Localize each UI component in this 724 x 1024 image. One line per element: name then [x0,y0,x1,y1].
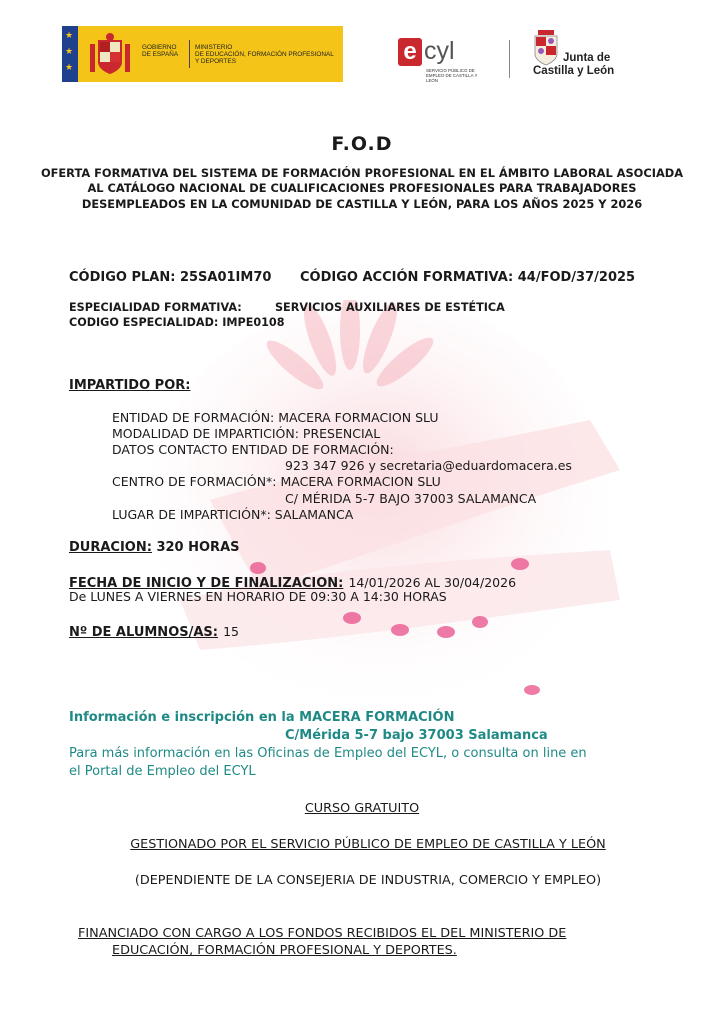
fechas-label: FECHA DE INICIO Y DE FINALIZACION: [69,576,344,591]
especialidad-value: SERVICIOS AUXILIARES DE ESTÉTICA [275,301,505,314]
contacto-label: DATOS CONTACTO ENTIDAD DE FORMACIÓN: [112,442,394,457]
codigo-accion: CÓDIGO ACCIÓN FORMATIVA: 44/FOD/37/2025 [300,270,636,285]
entidad-line: ENTIDAD DE FORMACIÓN: MACERA FORMACION SLU [112,410,439,425]
ecyl-logo [398,38,490,82]
page-title: F.O.D [331,133,393,155]
centro-address: C/ MÉRIDA 5-7 BAJO 37003 SALAMANCA [285,491,537,506]
info-line1: Información e inscripción en la MACERA FORMACIÓN [69,710,455,725]
junta-line2: Castilla y León [533,65,615,77]
alumnos-value: 15 [223,624,239,639]
gestionado-line: GESTIONADO POR EL SERVICIO PÚBLICO DE EMPLEO DE CASTILLA Y LEÓN [130,837,606,852]
financiado-line2: EDUCACIÓN, FORMACIÓN PROFESIONAL Y DEPORTES. [112,943,457,958]
modalidad-line: MODALIDAD DE IMPARTICIÓN: PRESENCIAL [112,426,381,441]
coat-of-arms-icon [88,32,132,76]
contacto-value: 923 347 926 y secretaria@eduardomacera.es [285,458,572,473]
info-address: C/Mérida 5-7 bajo 37003 Salamanca [285,728,548,743]
financiado-line1: FINANCIADO CON CARGO A LOS FONDOS RECIBIDOS EL DEL MINISTERIO DE [78,926,567,941]
gobierno-espana-logo [62,26,343,82]
junta-shield-icon [533,30,559,66]
especialidad-label: ESPECIALIDAD FORMATIVA: [69,301,242,314]
codigo-plan: CÓDIGO PLAN: 25SA01IM70 [69,270,272,285]
info-line3: Para más información en las Oficinas de Empleo del ECYL, o consulta on line en [69,746,587,761]
duracion-value: 320 HORAS [156,540,240,555]
junta-castilla-leon-logo [533,30,623,82]
logo-divider [189,40,190,68]
duracion-label: DURACION: [69,540,152,555]
codigo-especialidad: CODIGO ESPECIALIDAD: IMPE0108 [69,316,285,329]
logo-separator [509,40,510,78]
page-subtitle: OFERTA FORMATIVA DEL SISTEMA DE FORMACIÓN PROFESIONAL EN EL ÁMBITO LABORAL ASOCIADA AL CATÁLOGO NACIONAL DE CUALIFICACIONES PROFESIONALES PARA TRABAJADORES DESEMPLEADOS EN LA COMUNIDAD DE CASTILLA Y LEÓN, PARA LOS AÑOS 2025 Y 2026 [40,166,684,211]
fechas-value: 14/01/2026 AL 30/04/2026 [348,575,517,590]
alumnos-label: Nº DE ALUMNOS/AS: [69,625,218,640]
ecyl-brand: cyl [424,37,455,65]
gobierno-label: GOBIERNO DE ESPAÑA [142,44,179,59]
duracion [69,540,240,555]
ecyl-letter: e [398,38,422,66]
dependiente-line: (DEPENDIENTE DE LA CONSEJERIA DE INDUSTRIA, COMERCIO Y EMPLEO) [134,873,602,888]
horario-line: De LUNES A VIERNES EN HORARIO DE 09:30 A 14:30 HORAS [69,589,447,604]
junta-label [533,52,615,78]
info-line4: el Portal de Empleo del ECYL [69,764,256,779]
eu-flag-strip: ★ ★ ★ [62,26,78,82]
junta-line1: Junta de [563,52,611,64]
curso-gratuito: CURSO GRATUITO [304,801,420,816]
ecyl-subtitle: SERVICIO PÚBLICO DE EMPLEO DE CASTILLA Y LEÓN [426,68,478,83]
ministerio-label: MINISTERIO DE EDUCACIÓN, FORMACIÓN PROFESIONAL Y DEPORTES [195,44,334,66]
lugar-line: LUGAR DE IMPARTICIÓN*: SALAMANCA [112,507,354,522]
centro-line: CENTRO DE FORMACIÓN*: MACERA FORMACION SLU [112,474,441,489]
alumnos [69,621,239,640]
impartido-heading: IMPARTIDO POR: [69,378,191,393]
